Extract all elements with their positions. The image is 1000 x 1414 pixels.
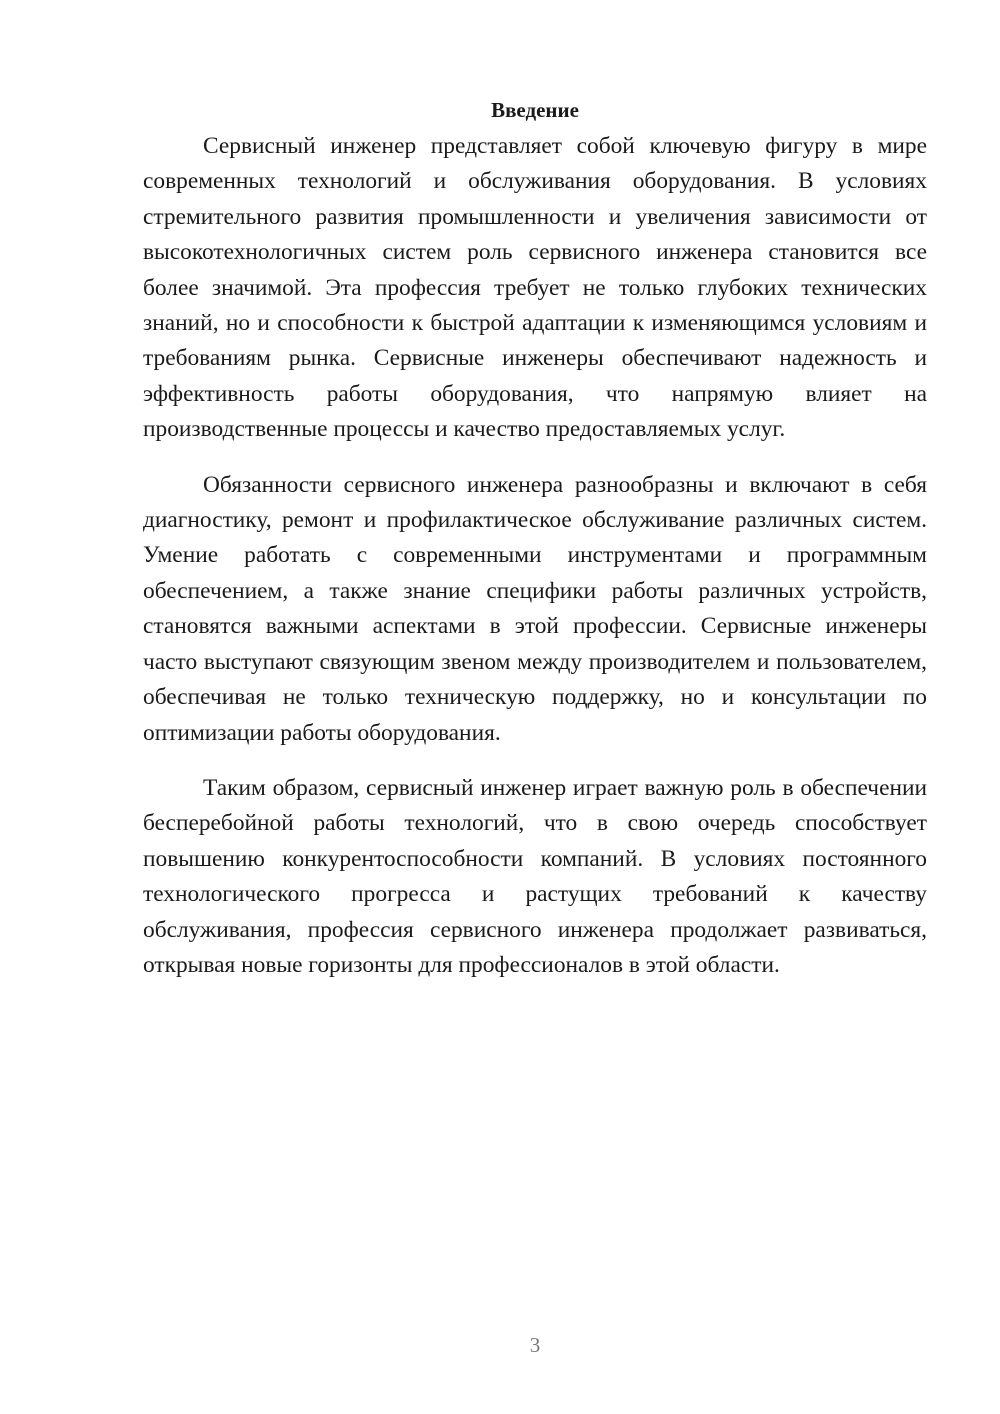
section-heading: Введение — [491, 98, 579, 122]
paragraph-3: Таким образом, сервисный инженер играет важную роль в обеспечении бесперебойной работы технологий, что в свою очередь способствует повышению конкурентоспособности компаний. В условиях постоянного технологического прогресса и растущих требований к качеству обслуживания, профессия сервисного инженера продолжает развиваться, открывая новые горизонты для профессионалов в этой области. — [143, 774, 927, 978]
page-content — [143, 93, 927, 1003]
paragraph-2: Обязанности сервисного инженера разнообразны и включают в себя диагностику, ремонт и профилактическое обслуживание различных систем. Умение работать с современными инструментами и программным обеспечением, а также знание специфики работы различных устройств, становятся важными аспектами в этой профессии. Сервисные инженеры часто выступают связующим звеном между производителем и пользователем, обеспечивая не только техническую поддержку, но и консультации по оптимизации работы оборудования. — [143, 471, 927, 746]
page-number: 3 — [529, 1333, 541, 1357]
paragraph-1: Сервисный инженер представляет собой ключевую фигуру в мире современных технологий и обслуживания оборудования. В условиях стремительного развития промышленности и увеличения зависимости от высокотехнологичных систем роль сервисного инженера становится все более значимой. Эта профессия требует не только глубоких технических знаний, но и способности к быстрой адаптации к изменяющимся условиям и требованиям рынка. Сервисные инженеры обеспечивают надежность и эффективность работы оборудования, что напрямую влияет на производственные процессы и качество предоставляемых услуг. — [143, 133, 927, 443]
